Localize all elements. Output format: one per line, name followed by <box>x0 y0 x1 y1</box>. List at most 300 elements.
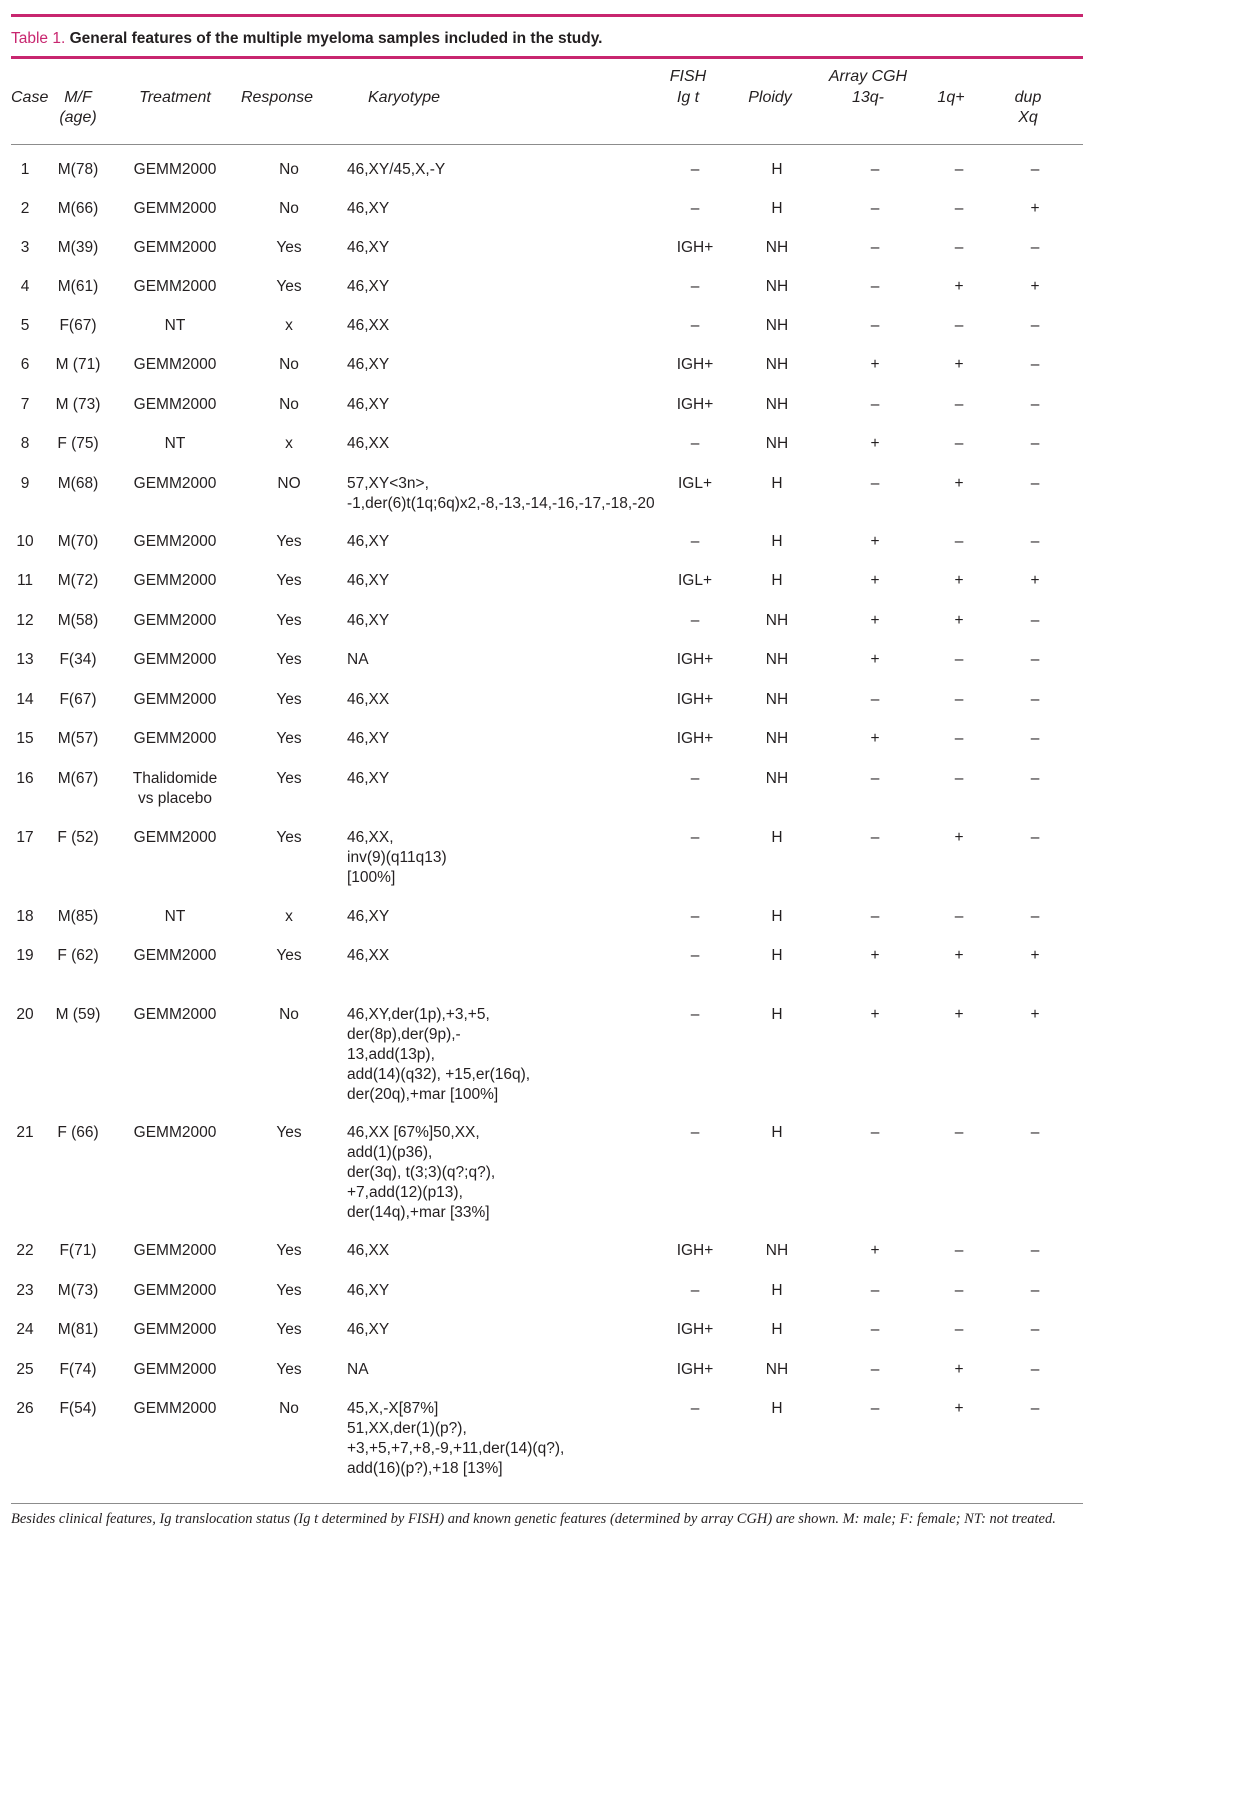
cell-dup: – <box>1030 396 1040 413</box>
cell-karyotype: 46,XY <box>347 278 390 295</box>
cell-response: Yes <box>276 691 302 708</box>
cell-dup: – <box>1030 770 1040 787</box>
cell-dup: – <box>1030 317 1040 334</box>
header-dup: dup <box>1014 89 1042 106</box>
cell-ploidy: NH <box>765 1242 789 1259</box>
cell-karyotype: 46,XX <box>347 691 390 708</box>
cell-ploidy: NH <box>765 356 789 373</box>
cell-dup: – <box>1030 1321 1040 1338</box>
cell-mf: M(68) <box>57 475 99 492</box>
cell-case: 16 <box>16 770 34 787</box>
cell-treatment: GEMM2000 <box>133 1242 217 1259</box>
header-igt: Ig t <box>676 89 700 106</box>
cell-karyotype: 46,XY,der(1p),+3,+5, der(8p),der(9p),- 13,add(13p), add(14)(q32), +15,er(16q), der(20q),+mar [100%] <box>347 1006 531 1103</box>
table-row <box>11 946 1083 1005</box>
cell-case: 23 <box>16 1282 34 1299</box>
cell-karyotype: 46,XY <box>347 356 390 373</box>
cell-fish: – <box>690 908 700 925</box>
cell-dup: + <box>1030 278 1040 295</box>
cell-q1: – <box>954 691 964 708</box>
cell-karyotype: 46,XX <box>347 1242 390 1259</box>
cell-q1: – <box>954 317 964 334</box>
cell-case: 5 <box>20 317 30 334</box>
cell-treatment: GEMM2000 <box>133 1124 217 1141</box>
cell-response: Yes <box>276 1321 302 1338</box>
header-response: Response <box>240 89 314 106</box>
cell-treatment: GEMM2000 <box>133 278 217 295</box>
cell-q1: – <box>954 396 964 413</box>
cell-ploidy: H <box>771 1400 783 1417</box>
cell-dup: – <box>1030 239 1040 256</box>
cell-mf: M(72) <box>57 572 99 589</box>
table-row <box>11 907 1083 946</box>
cell-karyotype: 46,XY <box>347 1282 390 1299</box>
cell-treatment: GEMM2000 <box>133 475 217 492</box>
cell-case: 10 <box>16 533 34 550</box>
cell-mf: F(54) <box>59 1400 97 1417</box>
caption-label: Table 1. <box>11 30 66 47</box>
cell-dup: – <box>1030 691 1040 708</box>
cell-karyotype: 46,XY <box>347 572 390 589</box>
cell-q13: – <box>870 1400 880 1417</box>
cell-fish: IGH+ <box>676 1321 714 1338</box>
cell-case: 19 <box>16 947 34 964</box>
cell-response: Yes <box>276 572 302 589</box>
cell-case: 26 <box>16 1400 34 1417</box>
cell-ploidy: NH <box>765 239 789 256</box>
cell-q13: + <box>870 947 880 964</box>
cell-dup: – <box>1030 908 1040 925</box>
table-row <box>11 1320 1083 1360</box>
cell-fish: – <box>690 1124 700 1141</box>
cell-response: Yes <box>276 1361 302 1378</box>
cell-fish: – <box>690 161 700 178</box>
data-table <box>11 160 1083 1479</box>
cell-q1: + <box>954 1400 964 1417</box>
cell-response: Yes <box>276 278 302 295</box>
table-footnote: Besides clinical features, Ig translocation status (Ig t determined by FISH) and known genetic features (determined by array CGH) are shown. M: male; F: female; NT: not treated. <box>11 1511 1056 1527</box>
caption-rule <box>11 56 1083 59</box>
cell-mf: F(34) <box>59 651 97 668</box>
cell-q1: + <box>954 612 964 629</box>
cell-mf: M (71) <box>55 356 101 373</box>
cell-fish: – <box>690 829 700 846</box>
cell-mf: F(67) <box>59 317 97 334</box>
cell-case: 6 <box>20 356 30 373</box>
header-treatment: Treatment <box>139 89 211 106</box>
cell-q1: – <box>954 435 964 452</box>
cell-karyotype: 46,XY <box>347 533 390 550</box>
cell-treatment: GEMM2000 <box>133 1361 217 1378</box>
cell-ploidy: NH <box>765 1361 789 1378</box>
cell-case: 12 <box>16 612 34 629</box>
cell-fish: – <box>690 435 700 452</box>
cell-case: 9 <box>20 475 30 492</box>
cell-treatment: GEMM2000 <box>133 161 217 178</box>
cell-karyotype: 46,XX, inv(9)(q11q13) [100%] <box>347 829 447 886</box>
caption-text: General features of the multiple myeloma samples included in the study. <box>69 30 603 47</box>
cell-mf: F (66) <box>57 1124 99 1141</box>
cell-dup: – <box>1030 1361 1040 1378</box>
cell-karyotype: 46,XY <box>347 908 390 925</box>
cell-karyotype: 46,XX <box>347 435 390 452</box>
cell-treatment: GEMM2000 <box>133 651 217 668</box>
cell-dup: – <box>1030 1282 1040 1299</box>
cell-fish: IGH+ <box>676 651 714 668</box>
cell-q1: + <box>954 829 964 846</box>
header-karyotype: Karyotype <box>368 89 441 106</box>
cell-q13: + <box>870 651 880 668</box>
header-mf: M/F <box>64 89 92 106</box>
cell-ploidy: NH <box>765 651 789 668</box>
cell-response: Yes <box>276 947 302 964</box>
cell-karyotype: 46,XY <box>347 730 390 747</box>
cell-treatment: NT <box>164 317 186 334</box>
cell-q1: + <box>954 475 964 492</box>
table-row <box>11 611 1083 650</box>
table-row <box>11 1360 1083 1399</box>
cell-q13: + <box>870 435 880 452</box>
table-row <box>11 1241 1083 1281</box>
table-row <box>11 1005 1083 1123</box>
cell-fish: IGH+ <box>676 356 714 373</box>
cell-fish: IGH+ <box>676 1361 714 1378</box>
cell-ploidy: H <box>771 572 783 589</box>
cell-mf: M(70) <box>57 533 99 550</box>
cell-treatment: GEMM2000 <box>133 1006 217 1023</box>
cell-karyotype: 57,XY<3n>, -1,der(6)t(1q;6q)x2,-8,-13,-14,-16,-17,-18,-20 <box>347 475 655 512</box>
table-caption <box>11 30 602 48</box>
table-row <box>11 1399 1083 1479</box>
cell-fish: – <box>690 947 700 964</box>
cell-karyotype: 46,XY <box>347 1321 390 1338</box>
header-case: Case <box>11 89 49 106</box>
cell-mf: M(58) <box>57 612 99 629</box>
cell-response: No <box>279 161 299 178</box>
cell-mf: M(66) <box>57 200 99 217</box>
header-array-cgh: Array CGH <box>828 68 908 85</box>
cell-mf: F(71) <box>59 1242 97 1259</box>
cell-q13: + <box>870 612 880 629</box>
cell-fish: – <box>690 770 700 787</box>
cell-response: No <box>279 356 299 373</box>
cell-treatment: GEMM2000 <box>133 239 217 256</box>
cell-mf: F(74) <box>59 1361 97 1378</box>
cell-dup: + <box>1030 1006 1040 1023</box>
cell-fish: – <box>690 317 700 334</box>
cell-ploidy: H <box>771 829 783 846</box>
cell-ploidy: H <box>771 908 783 925</box>
cell-q1: + <box>954 947 964 964</box>
cell-response: Yes <box>276 1242 302 1259</box>
cell-treatment: GEMM2000 <box>133 612 217 629</box>
cell-treatment: GEMM2000 <box>133 533 217 550</box>
cell-q13: – <box>870 475 880 492</box>
cell-q1: – <box>954 1321 964 1338</box>
table-row <box>11 1123 1083 1241</box>
table-row <box>11 1281 1083 1320</box>
table-row <box>11 729 1083 769</box>
cell-ploidy: H <box>771 1321 783 1338</box>
table-row <box>11 769 1083 828</box>
cell-treatment: GEMM2000 <box>133 947 217 964</box>
cell-case: 3 <box>20 239 30 256</box>
cell-ploidy: NH <box>765 730 789 747</box>
cell-response: Yes <box>276 829 302 846</box>
cell-karyotype: 46,XY/45,X,-Y <box>347 161 446 178</box>
cell-karyotype: 46,XY <box>347 770 390 787</box>
cell-q1: + <box>954 356 964 373</box>
cell-case: 1 <box>20 161 30 178</box>
cell-fish: IGH+ <box>676 730 714 747</box>
cell-q13: + <box>870 533 880 550</box>
cell-q1: – <box>954 533 964 550</box>
cell-response: x <box>285 317 293 334</box>
cell-karyotype: 46,XX <box>347 317 390 334</box>
cell-ploidy: NH <box>765 435 789 452</box>
cell-ploidy: NH <box>765 278 789 295</box>
cell-fish: – <box>690 533 700 550</box>
header-rule <box>11 144 1083 145</box>
cell-mf: M(67) <box>57 770 99 787</box>
cell-case: 4 <box>20 278 30 295</box>
cell-q1: + <box>954 1361 964 1378</box>
cell-mf: F (52) <box>57 829 99 846</box>
cell-treatment: GEMM2000 <box>133 572 217 589</box>
cell-dup: + <box>1030 947 1040 964</box>
cell-case: 22 <box>16 1242 34 1259</box>
cell-q13: – <box>870 396 880 413</box>
top-rule <box>11 14 1083 17</box>
cell-q13: – <box>870 278 880 295</box>
cell-dup: – <box>1030 651 1040 668</box>
cell-ploidy: NH <box>765 396 789 413</box>
table-row <box>11 355 1083 395</box>
cell-response: Yes <box>276 770 302 787</box>
cell-response: Yes <box>276 533 302 550</box>
cell-q13: – <box>870 1321 880 1338</box>
cell-q13: + <box>870 730 880 747</box>
cell-treatment: GEMM2000 <box>133 1321 217 1338</box>
cell-response: x <box>285 908 293 925</box>
cell-dup: – <box>1030 475 1040 492</box>
cell-response: No <box>279 1400 299 1417</box>
cell-ploidy: H <box>771 947 783 964</box>
cell-q13: – <box>870 1124 880 1141</box>
cell-karyotype: 46,XY <box>347 200 390 217</box>
cell-fish: IGH+ <box>676 691 714 708</box>
cell-response: No <box>279 1006 299 1023</box>
table-row <box>11 434 1083 474</box>
cell-mf: M (59) <box>55 1006 101 1023</box>
table-row <box>11 474 1083 532</box>
cell-case: 8 <box>20 435 30 452</box>
cell-q1: – <box>954 1124 964 1141</box>
cell-treatment: GEMM2000 <box>133 691 217 708</box>
cell-dup: – <box>1030 730 1040 747</box>
cell-dup: + <box>1030 572 1040 589</box>
cell-q1: – <box>954 1242 964 1259</box>
cell-case: 14 <box>16 691 34 708</box>
cell-dup: – <box>1030 435 1040 452</box>
header-age: (age) <box>59 109 97 126</box>
table-row <box>11 199 1083 238</box>
cell-dup: – <box>1030 612 1040 629</box>
cell-q1: – <box>954 908 964 925</box>
table-row <box>11 160 1083 199</box>
cell-dup: – <box>1030 533 1040 550</box>
cell-dup: – <box>1030 1400 1040 1417</box>
cell-fish: IGL+ <box>677 475 713 492</box>
cell-q13: + <box>870 572 880 589</box>
cell-response: Yes <box>276 612 302 629</box>
cell-case: 20 <box>16 1006 34 1023</box>
cell-q1: + <box>954 278 964 295</box>
cell-treatment: GEMM2000 <box>133 396 217 413</box>
cell-treatment: GEMM2000 <box>133 1282 217 1299</box>
cell-dup: + <box>1030 200 1040 217</box>
cell-response: Yes <box>276 1124 302 1141</box>
cell-treatment: GEMM2000 <box>133 1400 217 1417</box>
cell-karyotype: 46,XY <box>347 239 390 256</box>
cell-mf: M(85) <box>57 908 99 925</box>
cell-mf: M(57) <box>57 730 99 747</box>
cell-q13: – <box>870 200 880 217</box>
cell-ploidy: H <box>771 533 783 550</box>
cell-response: x <box>285 435 293 452</box>
cell-treatment: NT <box>164 908 186 925</box>
cell-fish: – <box>690 1282 700 1299</box>
cell-mf: F (62) <box>57 947 99 964</box>
cell-q13: – <box>870 829 880 846</box>
cell-case: 17 <box>16 829 34 846</box>
cell-mf: M(81) <box>57 1321 99 1338</box>
cell-fish: – <box>690 612 700 629</box>
cell-case: 24 <box>16 1321 34 1338</box>
cell-karyotype: NA <box>347 651 369 668</box>
cell-treatment: Thalidomide vs placebo <box>132 770 218 807</box>
cell-q13: – <box>870 1361 880 1378</box>
cell-treatment: GEMM2000 <box>133 829 217 846</box>
cell-dup: – <box>1030 1124 1040 1141</box>
cell-q1: – <box>954 730 964 747</box>
cell-mf: F (75) <box>57 435 99 452</box>
cell-case: 25 <box>16 1361 34 1378</box>
table-row <box>11 828 1083 907</box>
cell-karyotype: 45,X,-X[87%] 51,XX,der(1)(p?), +3,+5,+7,+8,-9,+11,der(14)(q?), add(16)(p?),+18 [13%] <box>347 1400 565 1477</box>
cell-response: No <box>279 200 299 217</box>
header-13q: 13q- <box>851 89 885 106</box>
cell-ploidy: H <box>771 161 783 178</box>
cell-ploidy: H <box>771 1282 783 1299</box>
cell-karyotype: 46,XY <box>347 612 390 629</box>
cell-q13: – <box>870 161 880 178</box>
cell-mf: M(73) <box>57 1282 99 1299</box>
cell-ploidy: H <box>771 1124 783 1141</box>
cell-fish: – <box>690 1006 700 1023</box>
cell-q1: + <box>954 1006 964 1023</box>
cell-response: Yes <box>276 730 302 747</box>
cell-response: NO <box>277 475 301 492</box>
cell-mf: M(61) <box>57 278 99 295</box>
cell-case: 21 <box>16 1124 34 1141</box>
cell-response: Yes <box>276 1282 302 1299</box>
cell-dup: – <box>1030 161 1040 178</box>
cell-response: Yes <box>276 651 302 668</box>
cell-dup: – <box>1030 356 1040 373</box>
cell-dup: – <box>1030 829 1040 846</box>
header-ploidy: Ploidy <box>748 89 792 106</box>
cell-case: 13 <box>16 651 34 668</box>
cell-karyotype: 46,XX <box>347 947 390 964</box>
cell-case: 7 <box>20 396 30 413</box>
cell-response: Yes <box>276 239 302 256</box>
cell-q13: – <box>870 1282 880 1299</box>
cell-ploidy: H <box>771 200 783 217</box>
cell-treatment: GEMM2000 <box>133 356 217 373</box>
cell-treatment: GEMM2000 <box>133 730 217 747</box>
cell-q13: – <box>870 908 880 925</box>
cell-case: 2 <box>20 200 30 217</box>
table-row <box>11 238 1083 277</box>
cell-mf: M (73) <box>55 396 101 413</box>
cell-dup: – <box>1030 1242 1040 1259</box>
cell-q1: – <box>954 239 964 256</box>
cell-q1: – <box>954 651 964 668</box>
cell-fish: IGH+ <box>676 239 714 256</box>
cell-q13: – <box>870 770 880 787</box>
header-xq: Xq <box>1018 109 1038 126</box>
cell-karyotype: 46,XX [67%]50,XX, add(1)(p36), der(3q), t(3;3)(q?;q?), +7,add(12)(p13), der(14q),+mar [33%] <box>347 1124 496 1221</box>
cell-ploidy: H <box>771 1006 783 1023</box>
cell-mf: F(67) <box>59 691 97 708</box>
cell-q13: + <box>870 1242 880 1259</box>
table-body <box>11 160 1083 1479</box>
bottom-rule <box>11 1503 1083 1504</box>
header-fish: FISH <box>669 68 707 85</box>
cell-treatment: NT <box>164 435 186 452</box>
table-row <box>11 277 1083 316</box>
table-row <box>11 395 1083 434</box>
cell-case: 11 <box>16 572 34 589</box>
cell-q1: – <box>954 200 964 217</box>
cell-case: 15 <box>16 730 34 747</box>
table-row <box>11 532 1083 571</box>
table-row <box>11 316 1083 355</box>
cell-q1: – <box>954 770 964 787</box>
table-row <box>11 571 1083 611</box>
table-row <box>11 650 1083 690</box>
cell-ploidy: H <box>771 475 783 492</box>
cell-q1: – <box>954 161 964 178</box>
cell-mf: M(78) <box>57 161 99 178</box>
cell-q1: + <box>954 572 964 589</box>
cell-q1: – <box>954 1282 964 1299</box>
cell-q13: – <box>870 239 880 256</box>
cell-ploidy: NH <box>765 770 789 787</box>
cell-treatment: GEMM2000 <box>133 200 217 217</box>
cell-fish: IGL+ <box>677 572 713 589</box>
cell-karyotype: NA <box>347 1361 369 1378</box>
cell-ploidy: NH <box>765 612 789 629</box>
cell-fish: – <box>690 278 700 295</box>
cell-fish: IGH+ <box>676 396 714 413</box>
cell-fish: IGH+ <box>676 1242 714 1259</box>
cell-fish: – <box>690 1400 700 1417</box>
cell-karyotype: 46,XY <box>347 396 390 413</box>
cell-q13: – <box>870 691 880 708</box>
cell-q13: + <box>870 1006 880 1023</box>
